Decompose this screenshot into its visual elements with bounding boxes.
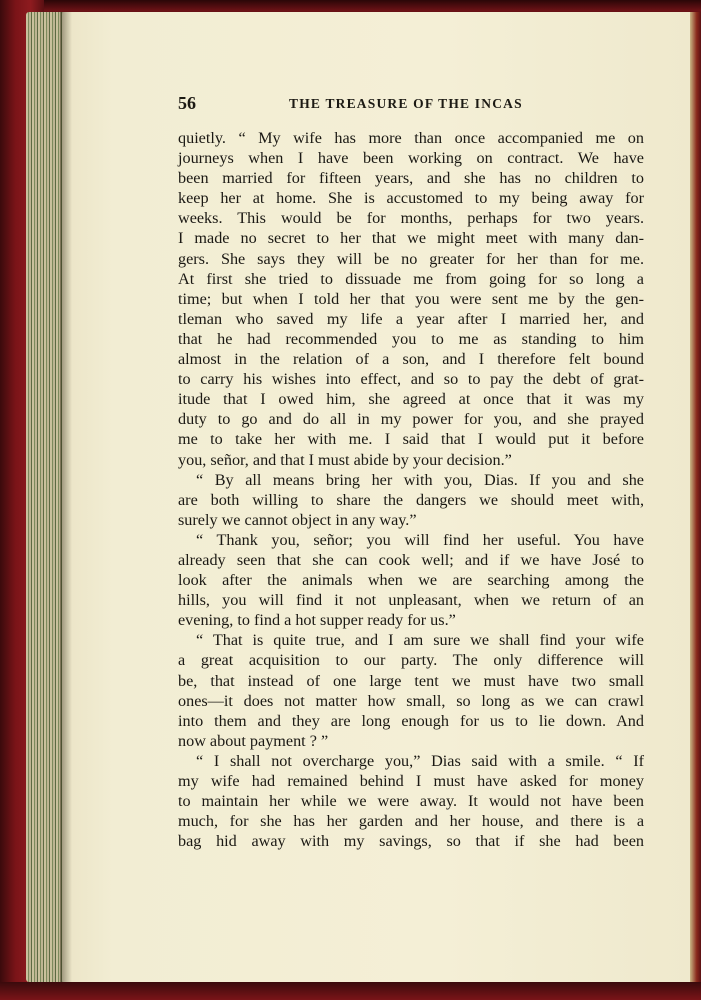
- body-text: [178, 128, 644, 851]
- text-line: been married for fifteen years, and she has no children to: [178, 169, 644, 188]
- text-line: keep her at home. She is accustomed to my being away for: [178, 189, 644, 208]
- text-line: bag hid away with my savings, so that if she had been: [178, 832, 644, 851]
- text-line: “ Thank you, señor; you will find her useful. You have: [196, 530, 644, 549]
- text-line: I made no secret to her that we might meet with many dan-: [178, 229, 644, 248]
- text-line: quietly. “ My wife has more than once accompanied me on: [178, 129, 644, 147]
- running-title: THE TREASURE OF THE INCAS: [289, 96, 523, 111]
- book-right-edge: [690, 12, 701, 1000]
- text-line: my wife had remained behind I must have asked for money: [178, 772, 644, 790]
- text-line: evening, to find a hot supper ready for us.”: [178, 611, 456, 630]
- book-bottom-edge: [0, 982, 701, 1000]
- page-header: [178, 93, 646, 115]
- text-line: you, señor, and that I must abide by your decision.”: [178, 450, 512, 469]
- text-line: much, for she has her garden and her house, and there is a: [178, 812, 644, 831]
- text-line: journeys when I have been working on contract. We have: [178, 149, 644, 168]
- text-line: almost in the relation of a son, and I therefore felt bound: [178, 350, 644, 369]
- text-line: At first she tried to dissuade me from going for so long a: [178, 269, 644, 288]
- text-line: to maintain her while we were away. It would not have been: [178, 792, 644, 811]
- text-line: now about payment ? ”: [178, 731, 329, 750]
- text-line: a great acquisition to our party. The only difference will: [178, 651, 644, 670]
- text-line: me to take her with me. I said that I would put it before: [178, 430, 644, 449]
- text-line: gers. She says they will be no greater for her than for me.: [178, 249, 644, 268]
- text-line: hills, you will find it not unpleasant, when we return of an: [178, 591, 644, 610]
- page-number: 56: [178, 93, 196, 113]
- text-line: weeks. This would be for months, perhaps for two years.: [178, 209, 644, 228]
- text-line: “ By all means bring her with you, Dias. If you and she: [196, 470, 644, 489]
- text-line: surely we cannot object in any way.”: [178, 510, 417, 529]
- text-line: be, that instead of one large tent we must have two small: [178, 671, 644, 690]
- text-line: look after the animals when we are searching among the: [178, 571, 644, 590]
- text-line: that he had recommended you to me as standing to him: [178, 329, 644, 348]
- text-line: tleman who saved my life a year after I married her, and: [178, 309, 644, 328]
- text-line: “ I shall not overcharge you,” Dias said with a smile. “ If: [196, 751, 644, 770]
- text-line: itude that I owed him, she agreed at once that it was my: [178, 390, 644, 409]
- text-line: ones—it does not matter how small, so long as we can crawl: [178, 691, 644, 710]
- text-line: “ That is quite true, and I am sure we shall find your wife: [196, 631, 644, 650]
- text-line: time; but when I told her that you were sent me by the gen-: [178, 289, 644, 308]
- text-line: are both willing to share the dangers we should meet with,: [178, 490, 644, 509]
- text-line: duty to go and do all in my power for you, and she prayed: [178, 410, 644, 429]
- gutter-shadow: [60, 12, 72, 982]
- text-line: to carry his wishes into effect, and so to pay the debt of grat-: [178, 370, 644, 389]
- text-line: already seen that she can cook well; and if we have José to: [178, 550, 644, 569]
- text-line: into them and they are long enough for us to lie down. And: [178, 711, 644, 730]
